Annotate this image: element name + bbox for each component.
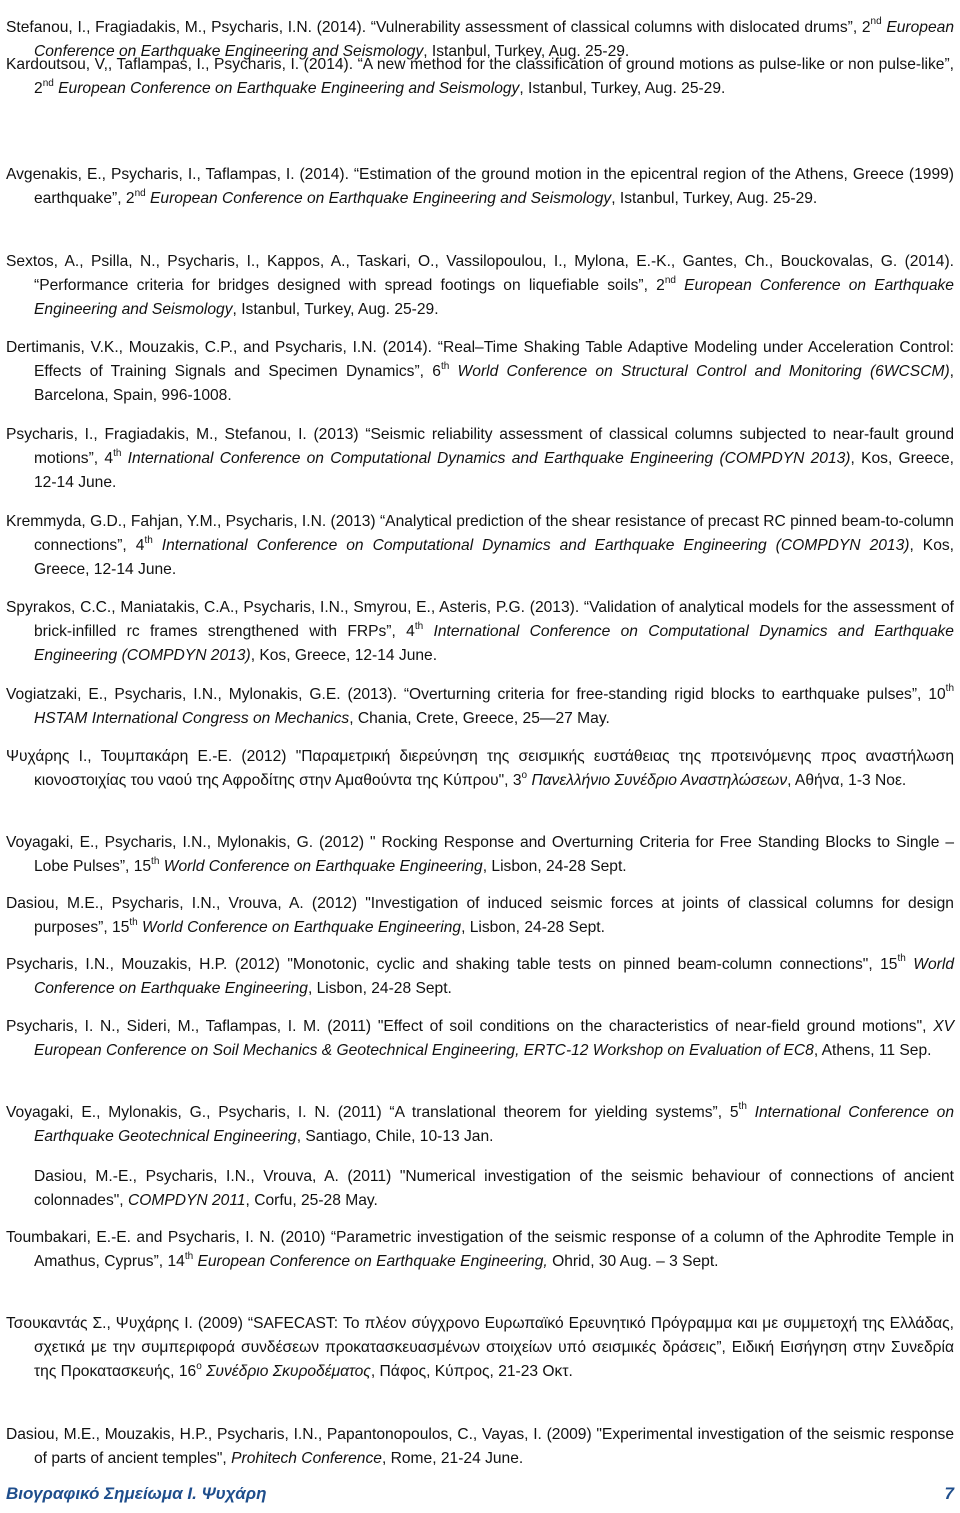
reference-entry: Psycharis, I., Fragiadakis, M., Stefanou, I. (2013) “Seismic reliability assessment of classical columns subjected to near-fault ground motions”, 4th International Conference on Computational Dynamics and Earthquake Engineering (COMPDYN 2013), Kos, Greece, 12-14 June.: [6, 425, 955, 492]
reference-entry: Dasiou, M.-E., Psycharis, I.N., Vrouva, A. (2011) "Numerical investigation of the seismic behaviour of connections of ancient colonnades", COMPDYN 2011, Corfu, 25-28 May.: [34, 1167, 954, 1209]
reference-entry: Psycharis, I. N., Sideri, M., Taflampas, I. M. (2011) "Effect of soil conditions on the characteristics of near-field ground motions", XV European Conference on Soil Mechanics & Geotechnical Engineering, ERTC-12 Workshop on Evaluation of EC8, Athens, 11 Sep.: [6, 1017, 954, 1059]
reference-entry: Sextos, A., Psilla, N., Psycharis, I., Kappos, A., Taskari, O., Vassilopoulou, I., Mylona, E.-K., Gantes, Ch., Bouckovalas, G. (2014). “Performance criteria for bridges designed with spread footings on liquefiable soils”, 2nd European Conference on Earthquake Engineering and Seismology, Istanbul, Turkey, Aug. 25-29.: [6, 252, 954, 319]
footer-title: Βιογραφικό Σημείωμα Ι. Ψυχάρη: [6, 1484, 267, 1503]
reference-entry: Kardoutsou, V,, Taflampas, I., Psycharis, I. (2014). “A new method for the classification of ground motions as pulse-like or non pulse-like”, 2nd European Conference on Earthquake Engineering and Seismology, Istanbul, Turkey, Aug. 25-29.: [6, 55, 954, 97]
reference-entry: Psycharis, I.N., Mouzakis, H.P. (2012) "Monotonic, cyclic and shaking table tests on pinned beam-column connections", 15th World Conference on Earthquake Engineering, Lisbon, 24-28 Sept.: [6, 953, 955, 997]
reference-entry: Voyagaki, E., Mylonakis, G., Psycharis, I. N. (2011) “A translational theorem for yielding systems”, 5th International Conference on Earthquake Geotechnical Engineering, Santiago, Chile, 10-13 Jan.: [6, 1101, 954, 1145]
reference-entry: Dertimanis, V.K., Mouzakis, C.P., and Psycharis, I.N. (2014). “Real–Time Shaking Table Adaptive Modeling under Acceleration Control: Effects of Training Signals and Specimen Dynamics”, 6th World Conference on Structural Control and Monitoring (6WCSCM), Barcelona, Spain, 996-1008.: [6, 338, 954, 405]
reference-entry: Τσουκαντάς Σ., Ψυχάρης Ι. (2009) “SAFECAST: Το πλέον σύγχρονο Ευρωπαϊκό Ερευνητικό Πρόγραμμα και με συμμετοχή της Ελλάδας, σχετικά με την συμπεριφορά συνδέσεων προκατασκευασμένων στοιχείων υπό σεισμικές δράσεις”, Ειδική Εισήγηση στην Συνεδρία της Προκατασκευής, $16^o$ Συνέδριο Σκυροδέματος, Πάφος, Κύπρος, 21-23 Οκτ.: [6, 1314, 954, 1381]
reference-entry: Kremmyda, G.D., Fahjan, Y.M., Psycharis, I.N. (2013) “Analytical prediction of the shear resistance of precast RC pinned beam-to-column connections”, 4th International Conference on Computational Dynamics and Earthquake Engineering (COMPDYN 2013), Kos, Greece, 12-14 June.: [6, 512, 954, 579]
reference-entry: Dasiou, M.E., Psycharis, I.N., Vrouva, A. (2012) "Investigation of induced seismic forces at joints of classical columns for design purposes”, 15th World Conference on Earthquake Engineering, Lisbon, 24-28 Sept.: [6, 894, 954, 936]
reference-entry: Voyagaki, E., Psycharis, I.N., Mylonakis, G. (2012) " Rocking Response and Overturning Criteria for Free Standing Blocks to Single – Lobe Pulses”, 15th World Conference on Earthquake Engineering, Lisbon, 24-28 Sept.: [6, 833, 954, 875]
reference-entry: Toumbakari, E.-E. and Psycharis, I. N. (2010) “Parametric investigation of the seismic response of a column of the Aphrodite Temple in Amathus, Cyprus”, 14th European Conference on Earthquake Engineering, Ohrid, 30 Aug. – 3 Sept.: [6, 1228, 954, 1270]
page-number: 7: [944, 1484, 954, 1503]
reference-entry: Stefanou, I., Fragiadakis, M., Psycharis, I.N. (2014). “Vulnerability assessment of classical columns with dislocated drums”, 2nd European Conference on Earthquake Engineering and Seismology, Istanbul, Turkey, Aug. 25-29.: [6, 16, 954, 60]
reference-entry: Dasiou, M.E., Mouzakis, H.P., Psycharis, I.N., Papantonopoulos, C., Vayas, I. (2009) "Experimental investigation of the seismic response of parts of ancient temples", Prohitech Conference, Rome, 21-24 June.: [6, 1425, 955, 1467]
reference-entry: Avgenakis, E., Psycharis, I., Taflampas, I. (2014). “Estimation of the ground motion in the epicentral region of the Athens, Greece (1999) earthquake”, 2nd European Conference on Earthquake Engineering and Seismology, Istanbul, Turkey, Aug. 25-29.: [6, 165, 954, 207]
reference-entry: Vogiatzaki, E., Psycharis, I.N., Mylonakis, G.E. (2013). “Overturning criteria for free-standing rigid blocks to earthquake pulses”, 10th HSTAM International Congress on Mechanics, Chania, Crete, Greece, 25—27 May.: [6, 683, 955, 727]
page-footer: [6, 1484, 954, 1510]
reference-entry: Spyrakos, C.C., Maniatakis, C.A., Psycharis, I.N., Smyrou, E., Asteris, P.G. (2013). “Validation of analytical models for the assessment of brick-infilled rc frames strengthened with FRPs”, 4th International Conference on Computational Dynamics and Earthquake Engineering (COMPDYN 2013), Kos, Greece, 12-14 June.: [6, 598, 954, 665]
reference-entry: Ψυχάρης Ι., Τουμπακάρη Ε.-Ε. (2012) "Παραμετρική διερεύνηση της σεισμικής ευστάθειας της προτεινόμενης προς αναστήλωση κιονοστοιχίας του ναού της Αφροδίτης στην Αμαθούντα της Κύπρου", $3^o$ Πανελλήνιο Συνέδριο Αναστηλώσεων, Αθήνα, 1-3 Νοε.: [6, 747, 954, 789]
